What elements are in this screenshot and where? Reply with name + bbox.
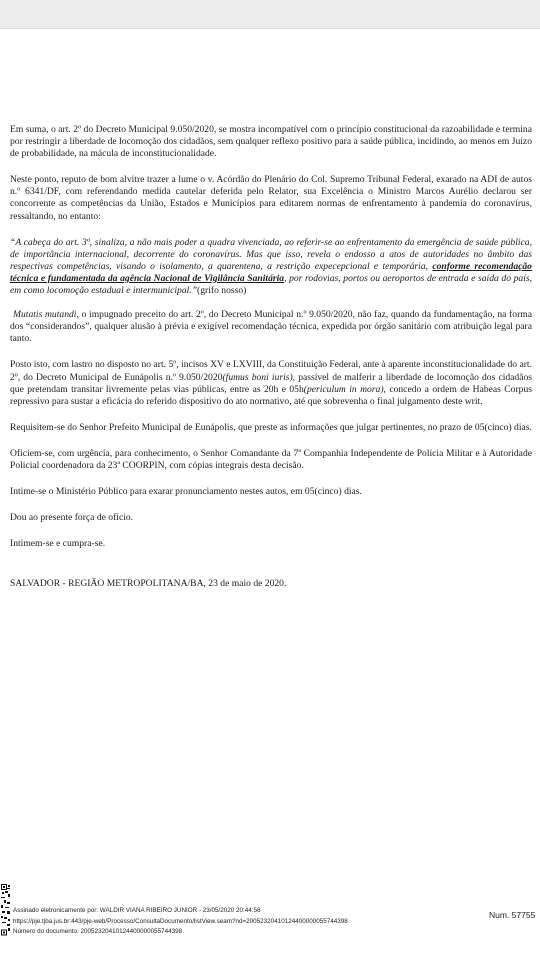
qr-code-icon: [1, 884, 11, 936]
signature-place-date: SALVADOR - REGIÃO METROPOLITANA/BA, 23 de maio de 2020.: [10, 578, 287, 590]
paragraph-dou: Dou ao presente força de ofício.: [10, 512, 134, 524]
footer-document-number: Número do documento: 20052320410124400000055744398: [13, 928, 183, 935]
decision-fumus: (fumus boni iuris): [222, 371, 293, 383]
footer-page-num: Num. 57755: [489, 910, 536, 920]
paragraph-conclusion: Em suma, o art. 2º do Decreto Municipal 9.050/2020, se mostra incompatível com o princípio constitucional da razoabilidade e termina por restringir a liberdade de locomoção dos cidadãos, sem qualquer reflexo positivo para a saúde pública, incidindo, ao menos em Juízo de probabilidade, na mácula de inconstitucionalidade.: [10, 124, 532, 160]
mutatis-latin: Mutatis mutandi: [13, 309, 77, 321]
paragraph-decision: [10, 359, 532, 407]
decision-periculum: (periculum in mora): [303, 383, 384, 395]
quote-grifo-note: (grifo nosso): [197, 285, 247, 297]
mutatis-text: , o impugnado preceito do art. 2º, do Decreto Municipal n.º 9.050/2020, não faz, quando da fundamentação, na forma dos “considerandos”, qualquer alusão à prévia e exigível recomendação técnica, expedida por órgão sanitário com atribuição legal para tanto.: [10, 309, 532, 345]
document-body: [10, 124, 532, 604]
quote-text-end: , por rodovias, portos ou aeroportos de entrada e saída do país, em como locomoção estadual e intermunicipal.”: [10, 272, 532, 297]
decision-text-2: , passível de malferir a liberdade de locomoção dos cidadãos que pretendam transitar livremente pelas vias públicas, entre as 20h e 05h: [10, 371, 533, 395]
footer-metadata: [13, 906, 348, 938]
document-footer: [0, 882, 540, 942]
quote-text-start: “A cabeça do art. 3º, sinaliza, a não mais poder a quadra vivenciada, ao referir-se ao enfrentamento da emergência de saúde pública, de importância internacional, decorrente do coronavírus. Mas que isso, revela o endosso a atos de autoridades no âmbito das respectivas competências, visando o isolamento, a quarentena, a restrição expecepcional e temporária,: [10, 236, 532, 272]
footer-signed-by: Assinado eletronicamente por: WALDIR VIANA RIBEIRO JUNIOR - 23/05/2020 20:44:56: [13, 907, 261, 914]
decision-text-3: , concedo a ordem de Habeas Corpus repressivo para sustar a eficácia do referido dispositivo do ato normativo, até que sobrevenha o final julgamento deste writ.: [10, 383, 532, 407]
decision-text-1: Posto isto, com lastro no disposto no art. 5º, incisos XV e LXVIII, da Constituição Federal, ante à aparente inconstitucionalidade do art. 2º, do Decreto Municipal de Eunápolis n.º 9.050/2020: [10, 359, 532, 383]
paragraph-intimem: Intimem-se e cumpra-se.: [10, 538, 106, 550]
paragraph-stf-reference: Neste ponto, reputo de bom alvitre trazer a lume o v. Acórdão do Plenário do Col. Supremo Tribunal Federal, exarado na ADI de autos n.º 6341/DF, com referendando medida cautelar deferida pelo Relator, sua Excelência o Ministro Marcos Aurélio declarou ser concorrente as competências da União, Estados e Municípios para editarem normas de enfrentamento à pandemia do coronavírus, ressaltando, no entanto:: [10, 174, 532, 222]
footer-url: https://pje.tjba.jus.br:443/pje-web/Processo/ConsultaDocumento/listView.seam?nd=20052320410124400000055744398: [13, 917, 348, 925]
paragraph-mutatis: [10, 309, 532, 345]
paragraph-quote: [10, 237, 532, 297]
paragraph-intime: Intime-se o Ministério Público para exarar pronunciamento nestes autos, em 05(cinco) dias.: [10, 486, 362, 498]
paragraph-oficiem: Oficiem-se, com urgência, para conhecimento, o Senhor Comandante da 7ª Companhia Independente de Polícia Militar e à Autoridade Policial coordenadora da 23ª COORPIN, com cópias integrais desta decisão.: [10, 447, 532, 471]
quote-emphasis: conforme recomendação técnica e fundamentada da agência Nacional de Vigilância Sanitária: [10, 260, 532, 284]
screenshot-top-bar: [0, 0, 540, 29]
paragraph-requisitem: Requisitem-se do Senhor Prefeito Municipal de Eunápolis, que preste as informações que julgar pertinentes, no prazo de 05(cinco) dias.: [10, 421, 532, 433]
